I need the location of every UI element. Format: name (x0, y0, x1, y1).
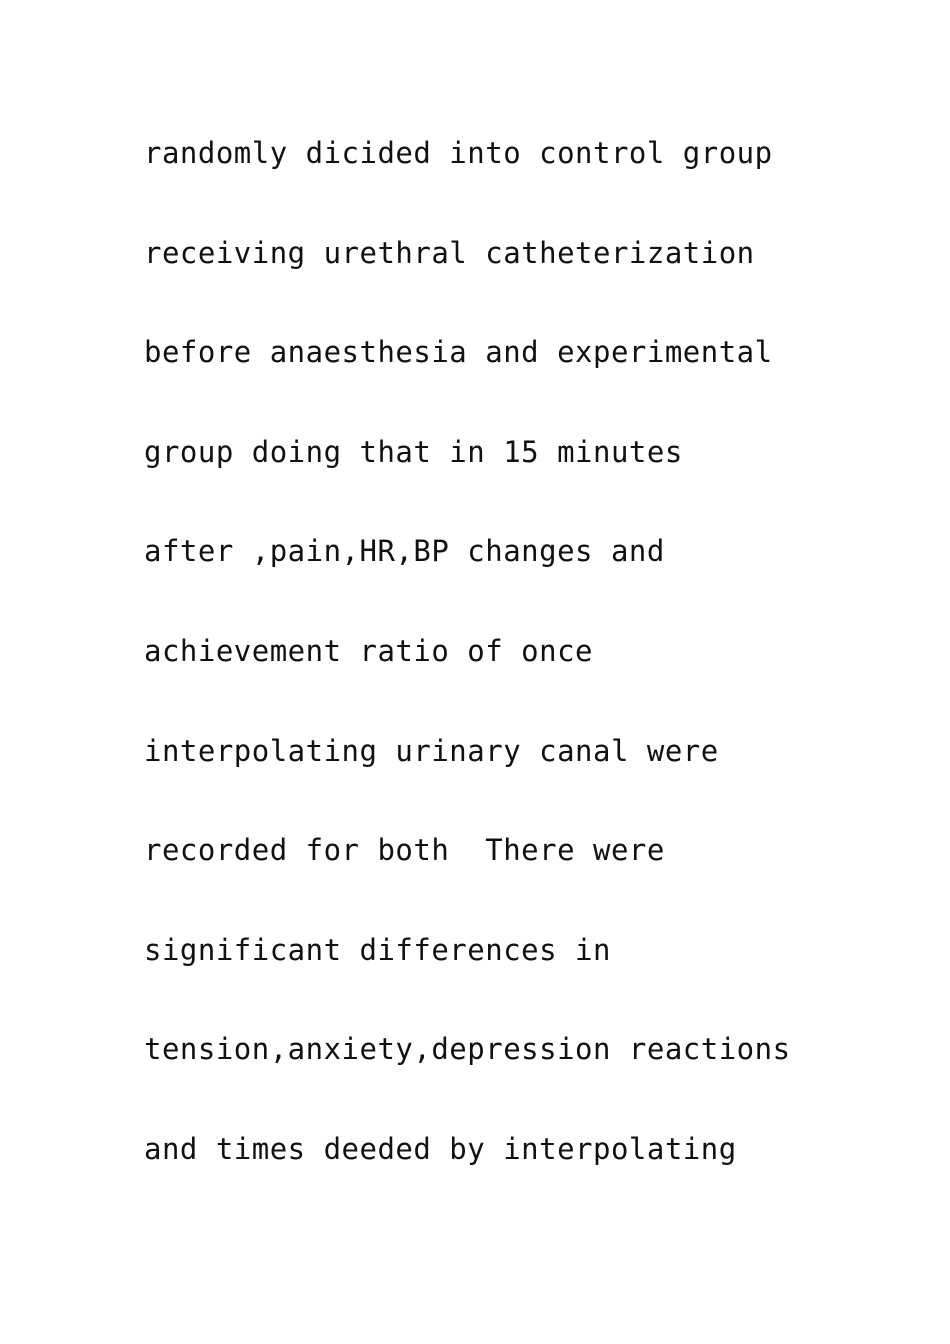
text-line-5: after ,pain,HR,BP changes and (144, 534, 665, 569)
text-line-8: recorded for both There were (144, 833, 665, 868)
text-line-1: randomly dicided into control group (144, 136, 773, 170)
text-line-9: significant differences in (144, 932, 611, 967)
text-line-11: and times deeded by interpolating (144, 1131, 737, 1166)
text-line-3: before anaesthesia and experimental (144, 335, 773, 370)
text-line-4: group doing that in 15 minutes (144, 434, 683, 469)
body-text (144, 128, 904, 1224)
text-line-2: receiving urethral catheterization (144, 235, 755, 270)
text-line-6: achievement ratio of once (144, 633, 593, 668)
text-line-10: tension,anxiety,depression reactions (144, 1032, 791, 1067)
text-line-7: interpolating urinary canal were (144, 733, 719, 768)
